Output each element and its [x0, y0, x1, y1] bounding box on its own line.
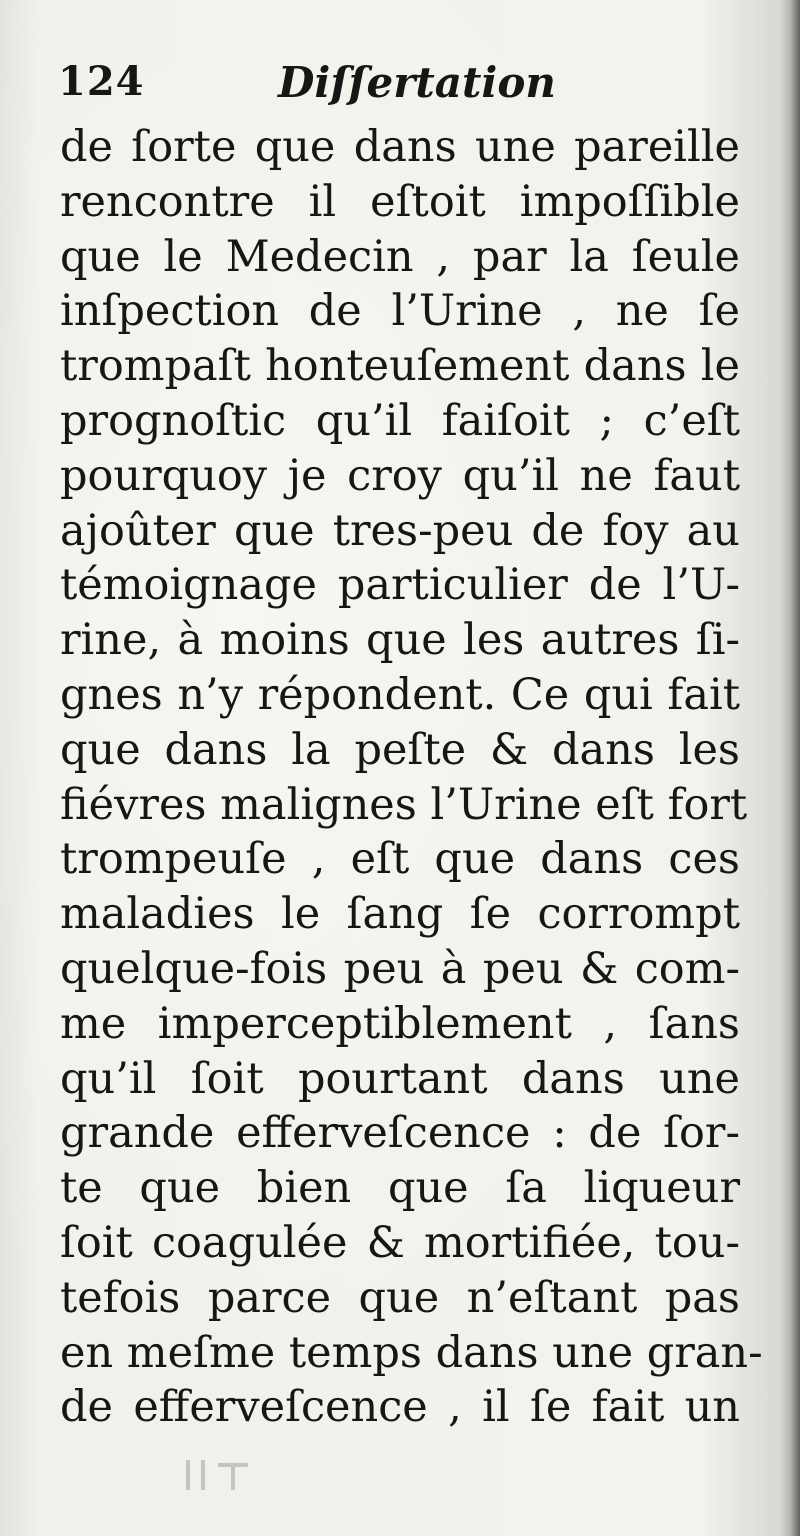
text-line: tefois parce que n’eſtant pas	[60, 1272, 740, 1323]
page-edge-shadow	[790, 0, 800, 1536]
text-line: maladies le ſang ſe corrompt	[60, 889, 740, 940]
page-header	[58, 58, 748, 118]
text-line: ajoûter que tres-peu de foy au	[60, 505, 740, 556]
text-line: témoignage particulier de l’U-	[60, 560, 740, 611]
text-line: qu’il ſoit pourtant dans une	[60, 1053, 740, 1104]
text-line: de efferveſcence , il ſe fait un	[60, 1382, 740, 1433]
bleed-through-mark	[178, 1455, 268, 1495]
text-line: que le Medecin , par la ſeule	[60, 231, 740, 282]
text-line: de ſorte que dans une pareille	[60, 122, 740, 172]
text-line: en meſme temps dans une gran-	[60, 1327, 763, 1378]
text-line: trompaſt honteuſement dans le	[60, 341, 740, 392]
text-line: rine, à moins que les autres ſi-	[60, 615, 740, 666]
running-title: Diſſertation	[278, 58, 556, 107]
text-line: rencontre il eſtoit impoſſible	[60, 176, 740, 227]
text-line: gnes n’y répondent. Ce qui fait	[60, 669, 740, 720]
text-line: me imperceptiblement , ſans	[60, 998, 740, 1049]
body-text	[60, 120, 763, 1435]
text-line: inſpection de l’Urine , ne ſe	[60, 286, 740, 337]
text-line: que dans la peſte & dans les	[60, 724, 740, 775]
text-line: pourquoy je croy qu’il ne faut	[60, 450, 740, 501]
page-number: 124	[58, 58, 145, 105]
text-line: fiévres malignes l’Urine eſt fort	[60, 779, 748, 830]
text-line: ſoit coagulée & mortifiée, tou-	[60, 1217, 740, 1268]
text-line: trompeuſe , eſt que dans ces	[60, 834, 740, 885]
text-line: grande efferveſcence : de ſor-	[60, 1108, 740, 1159]
text-line: te que bien que ſa liqueur	[60, 1163, 740, 1214]
text-line: quelque-fois peu à peu & com-	[60, 943, 740, 994]
text-line: prognoſtic qu’il faiſoit ; c’eſt	[60, 395, 740, 446]
